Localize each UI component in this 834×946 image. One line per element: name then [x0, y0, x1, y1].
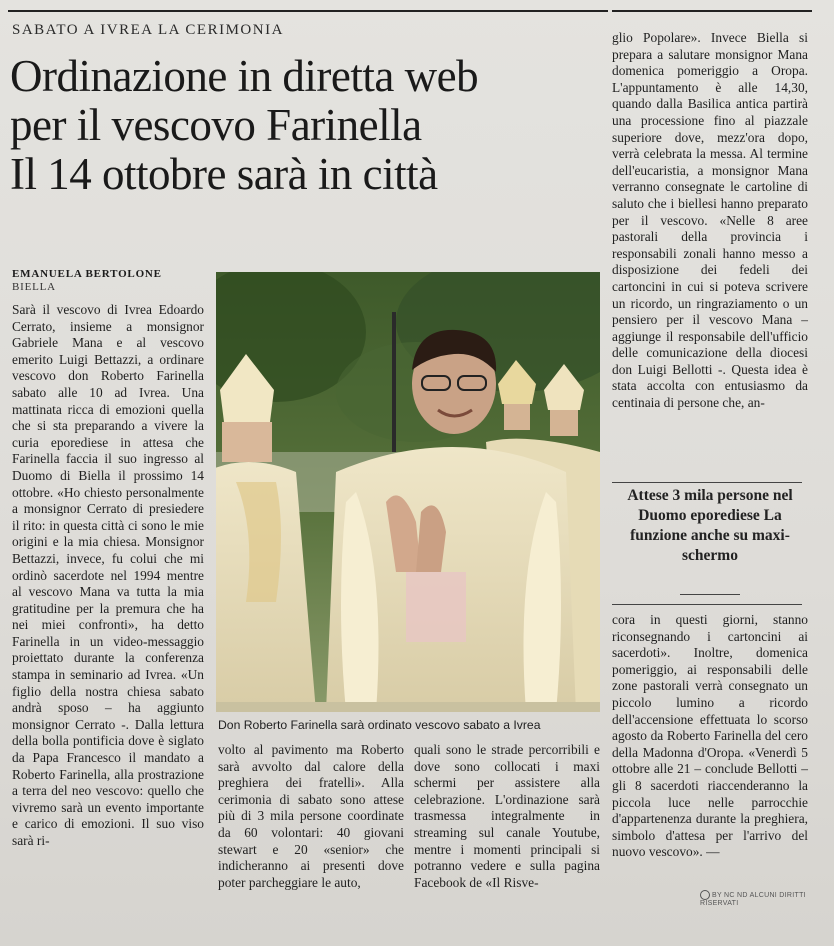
kicker: SABATO A IVREA LA CERIMONIA [12, 22, 284, 38]
article-column-3 [414, 742, 600, 891]
photo-caption: Don Roberto Farinella sarà ordinato vescovo sabato a Ivrea [218, 718, 541, 732]
headline-line-3: Il 14 ottobre sarà in città [10, 149, 438, 199]
article-column-1 [12, 302, 204, 850]
headline-line-1: Ordinazione in diretta web [10, 51, 479, 101]
column-3-text: quali sono le strade percorribili e dove sono collocati i maxi schermi per assistere alla celebrazione. L'ordinazione sarà trasmessa integralmente in streaming sul canale Youtube, mentre i momenti principali si potranno vedere e sulla pagina Facebook de «Il Risve- [414, 742, 600, 890]
column-4-top-text: glio Popolare». Invece Biella si prepara a salutare monsignor Mana domenica pomeriggio a Oropa. L'appuntamento è alle 14,30, quando dalla Basilica antica partirà una processione fino al piazzale superiore dove, mezz'ora dopo, verrà celebrata la messa. Al termine dell'eucaristia, a monsignor Mana verranno consegnate le cartoline di saluto che i biellesi hanno preparato per il vescovo. «Nelle 8 aree pastorali della provincia i responsabili zonali hanno messo a disposizione dei fedeli dei cartoncini in cui si poteva scrivere un ricordo, un ringraziamento o un pensiero per il vescovo Mana – aggiunge il responsabile dell'ufficio delle comunicazione della diocesi don Luigi Bellotti -. Questa idea è stata accolta con entusiasmo da centinaia di persone che, an- [612, 30, 808, 411]
byline-author: EMANUELA BERTOLONE [12, 268, 162, 280]
byline-place: BIELLA [12, 281, 56, 293]
bishop-ordination-photo [216, 272, 600, 712]
copyright-notice [700, 890, 834, 907]
byline [12, 268, 162, 294]
column-1-text: Sarà il vescovo di Ivrea Edoardo Cerrato, insieme a monsignor Gabriele Mana e al vescovo emerito Luigi Bettazzi, a ordinare vescovo don Roberto Farinella sabato alle 10 ad Ivrea. Una mattinata ricca di emozioni quella che si sta preparando a vivere la curia eporediese in attesa che Farinella faccia il suo ingresso al Duomo di Biella il prossimo 14 ottobre. «Ho chiesto personalmente a monsignor Cerrato di presiedere il rito: in questa città ci sono le mie origini e la mia chiesa. Monsignor Bettazzi, invece, fu colui che mi ordinò sacerdote nel 1994 mentre al vescovo Mana va tutta la mia gratitudine per la premura che ha nei miei confronti», ha detto Farinella in un video-messaggio proiettato durante la conferenza stampa in seminario ad Ivrea. «Un figlio della nostra chiesa sabato andrà sposo – ha aggiunto monsignor Cerrato -. Dalla lettura della bolla pontificia dove è siglato da Papa Francesco il mandato a Roberto Farinella, alla prostrazione a terra del neo vescovo: quello che vivremo sarà un evento importante e carico di emozioni. Il suo viso sarà ri- [12, 302, 204, 848]
article-column-2 [218, 742, 404, 891]
article-column-4-bottom [612, 612, 808, 861]
copyright-text: BY NC ND ALCUNI DIRITTI RISERVATI [700, 891, 806, 907]
pullquote-rule-mid [680, 594, 740, 595]
column-2-text: volto al pavimento ma Roberto sarà avvolto dal calore della preghiera dei fratelli». Alla cerimonia di sabato sono attese più di 3 mila persone coordinate da 60 volontari: 40 giovani stewart e 20 «senior» che indicheranno ai presenti dove poter parcheggiare le auto, [218, 742, 404, 890]
pullquote: Attese 3 mila persone nel Duomo eporediese La funzione anche su maxi-schermo [627, 487, 793, 564]
pullquote-rule-top [612, 482, 802, 483]
pullquote-rule-bottom [612, 604, 802, 605]
headline [10, 52, 600, 199]
top-rule [8, 10, 608, 12]
column-4-bottom-text: cora in questi giorni, stanno riconsegnando i cartoncini ai sacerdoti». Inoltre, domenica pomeriggio, ai responsabili delle zone pastorali verrà consegnato un piccolo lumino a ricordo dell'accensione effettuata lo scorso agosto da Roberto Farinella del cero della Madonna d'Oropa. «Venerdì 5 ottobre alle 21 – conclude Bellotti – gli 8 sacerdoti riaccenderanno la piccola luce nelle parrocchie d'appartenenza durante la preghiera, simbolo d'attesa per l'arrivo del nuovo vescovo». — [612, 612, 808, 860]
article-column-4-top [612, 30, 808, 412]
creative-commons-icon [700, 890, 710, 900]
top-rule-right [612, 10, 812, 12]
article-photo [216, 272, 600, 712]
headline-line-2: per il vescovo Farinella [10, 100, 422, 150]
